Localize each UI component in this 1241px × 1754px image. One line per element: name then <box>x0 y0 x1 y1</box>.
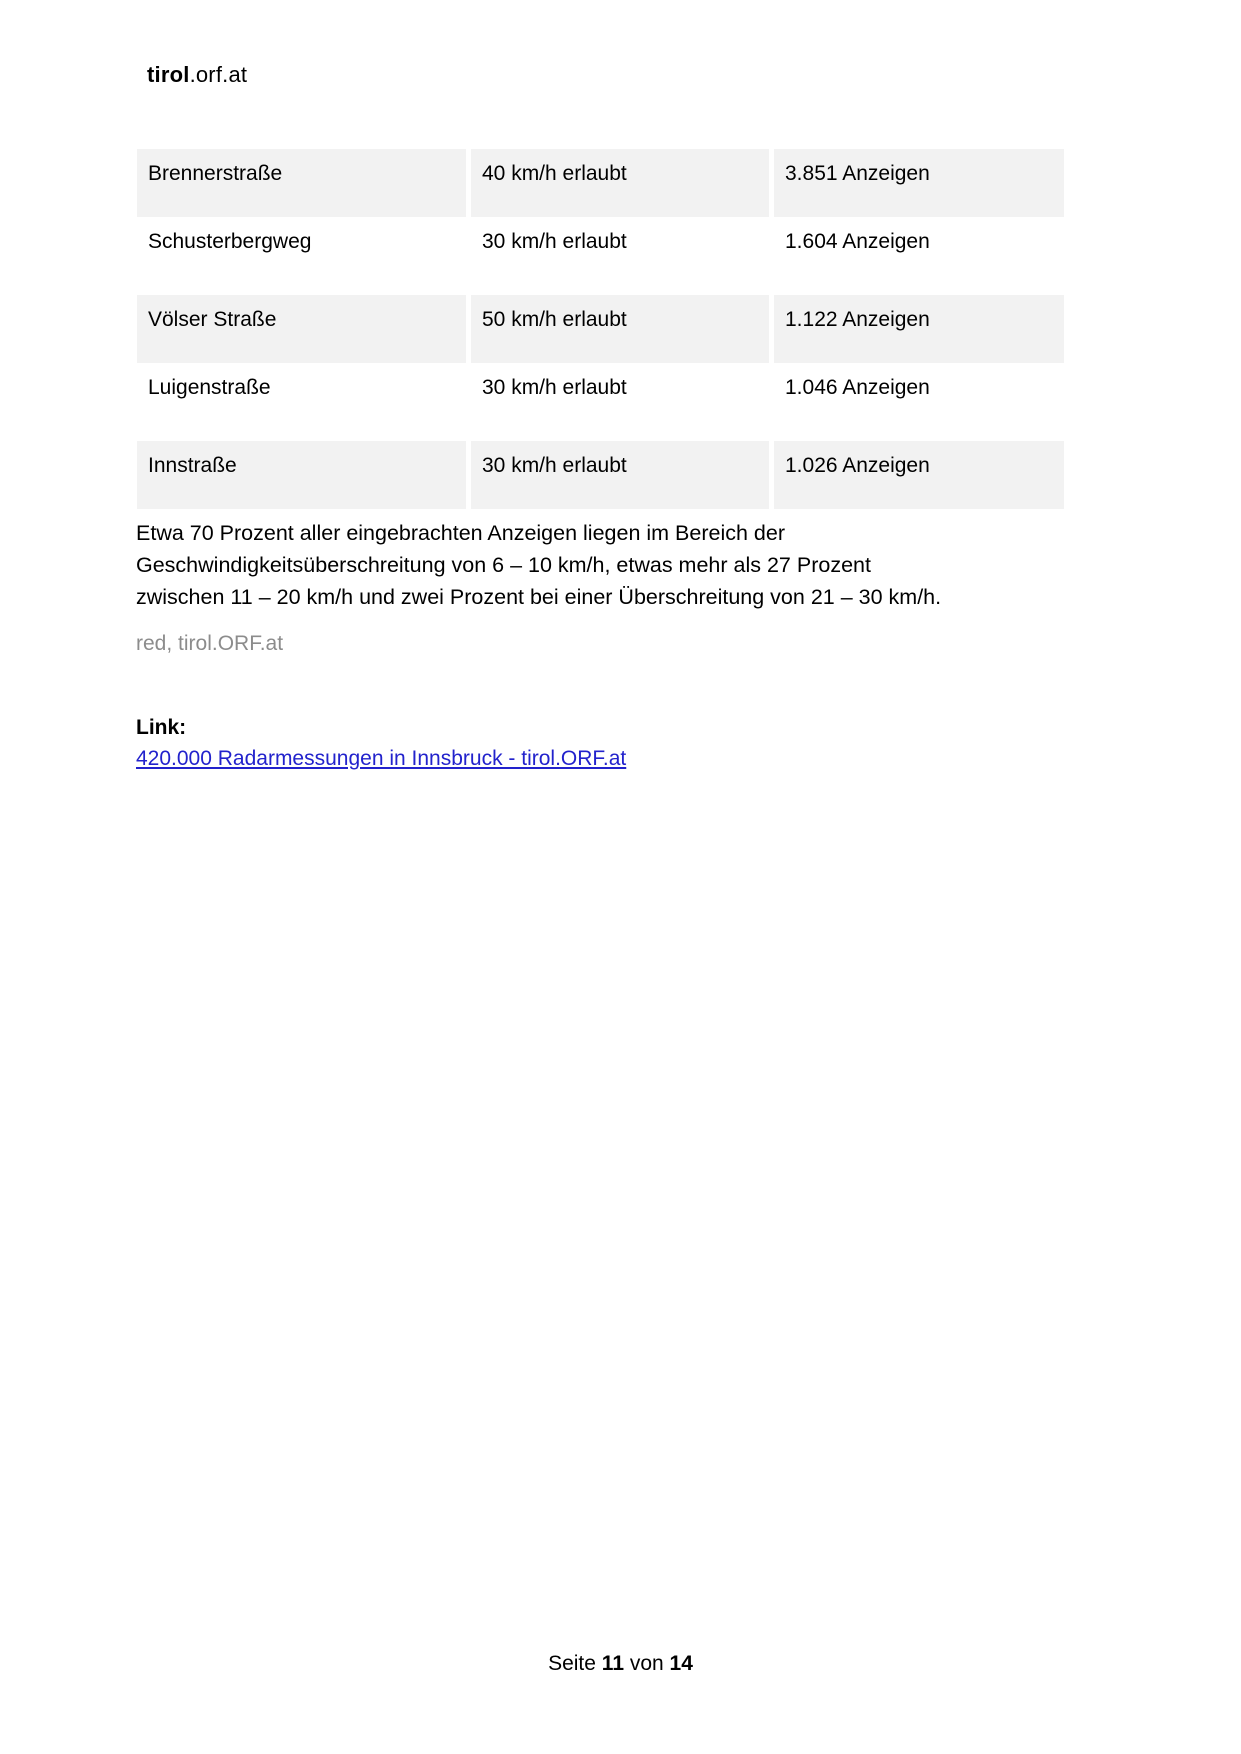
reports-count-cell: 3.851 Anzeigen <box>774 149 1064 217</box>
street-cell: Brennerstraße <box>137 149 466 217</box>
footer-total-pages: 14 <box>669 1652 693 1675</box>
author-credit: red, tirol.ORF.at <box>136 632 284 655</box>
paragraph-line: Geschwindigkeitsüberschreitung von 6 – 10 km/h, etwas mehr als 27 Prozent <box>136 553 871 577</box>
speed-violations-table <box>137 149 1064 509</box>
paragraph-line: zwischen 11 – 20 km/h und zwei Prozent bei einer Überschreitung von 21 – 30 km/h. <box>136 585 942 609</box>
speed-limit-cell: 30 km/h erlaubt <box>471 441 769 509</box>
speed-limit-cell: 30 km/h erlaubt <box>482 376 627 399</box>
table-row <box>137 363 1064 441</box>
summary-paragraph <box>136 517 941 613</box>
table-row <box>137 149 1064 217</box>
reports-count-cell: 1.046 Anzeigen <box>785 376 930 399</box>
footer-page-number: 11 <box>601 1652 624 1675</box>
link-section <box>136 712 626 774</box>
street-cell: Völser Straße <box>137 295 466 363</box>
table-row <box>137 441 1064 509</box>
paragraph-line: Etwa 70 Prozent aller eingebrachten Anzeigen liegen im Bereich der <box>136 521 785 545</box>
table-row <box>137 217 1064 295</box>
speed-limit-cell: 50 km/h erlaubt <box>471 295 769 363</box>
reports-count-cell: 1.604 Anzeigen <box>785 230 930 253</box>
page-footer <box>0 1652 1241 1676</box>
table-row <box>137 295 1064 363</box>
footer-separator: von <box>629 1652 664 1675</box>
speed-limit-cell: 40 km/h erlaubt <box>471 149 769 217</box>
speed-limit-cell: 30 km/h erlaubt <box>482 230 627 253</box>
site-brand <box>147 62 247 88</box>
site-brand-rest: .orf.at <box>189 62 248 87</box>
site-brand-bold: tirol <box>147 62 190 87</box>
article-link[interactable]: 420.000 Radarmessungen in Innsbruck - tirol.ORF.at <box>136 747 627 770</box>
street-cell: Innstraße <box>137 441 466 509</box>
link-label: Link: <box>136 716 187 739</box>
street-cell: Luigenstraße <box>148 376 271 399</box>
reports-count-cell: 1.122 Anzeigen <box>774 295 1064 363</box>
reports-count-cell: 1.026 Anzeigen <box>774 441 1064 509</box>
street-cell: Schusterbergweg <box>148 230 312 253</box>
footer-prefix: Seite <box>548 1652 596 1675</box>
